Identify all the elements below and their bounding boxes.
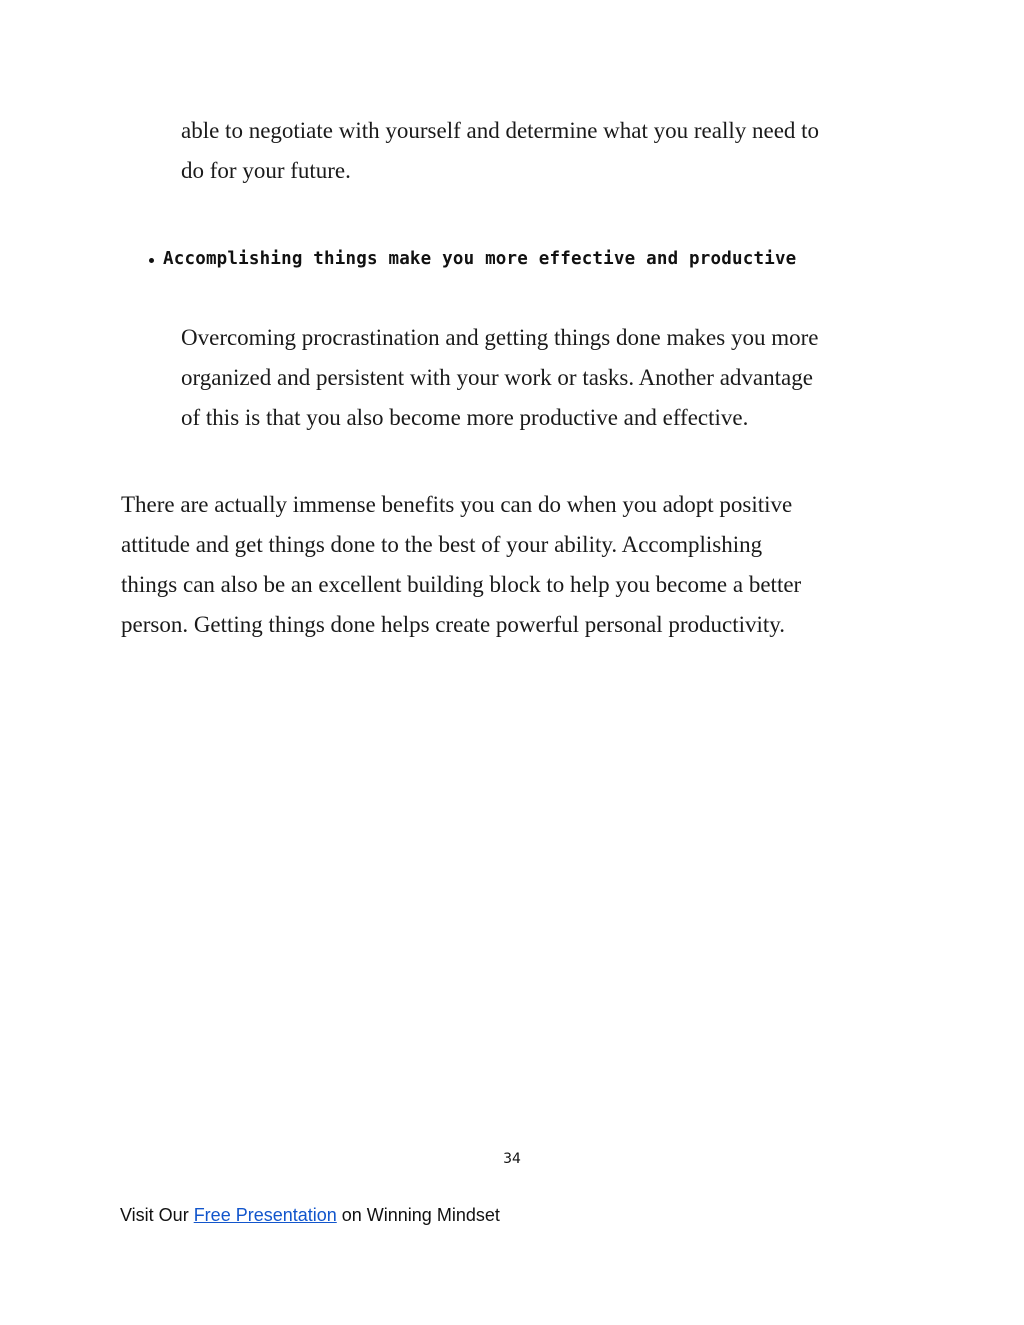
footer-prefix: Visit Our: [120, 1205, 194, 1225]
paragraph-line: things can also be an excellent building block to help you become a better: [121, 572, 802, 597]
paragraph-line: person. Getting things done helps create powerful personal productivity.: [121, 612, 786, 637]
bullet-item: [149, 245, 796, 273]
paragraph-benefit: [181, 318, 818, 438]
bullet-icon: [149, 258, 154, 263]
page-number: 34: [503, 1151, 521, 1167]
free-presentation-link[interactable]: Free Presentation: [193, 1205, 337, 1225]
paragraph-continued: [181, 111, 819, 191]
bullet-heading: Accomplishing things make you more effective and productive: [163, 249, 797, 269]
paragraph-line: Overcoming procrastination and getting things done makes you more: [181, 325, 819, 350]
footer: [120, 1205, 500, 1226]
paragraph-line: of this is that you also become more productive and effective.: [181, 405, 749, 430]
paragraph-line: organized and persistent with your work or tasks. Another advantage: [181, 365, 813, 390]
paragraph-line: do for your future.: [181, 158, 351, 183]
paragraph-line: There are actually immense benefits you can do when you adopt positive: [121, 492, 793, 517]
footer-suffix: on Winning Mindset: [336, 1205, 500, 1225]
paragraph-line: able to negotiate with yourself and determine what you really need to: [181, 118, 820, 143]
paragraph-summary: [121, 485, 801, 645]
paragraph-line: attitude and get things done to the best of your ability. Accomplishing: [121, 532, 763, 557]
